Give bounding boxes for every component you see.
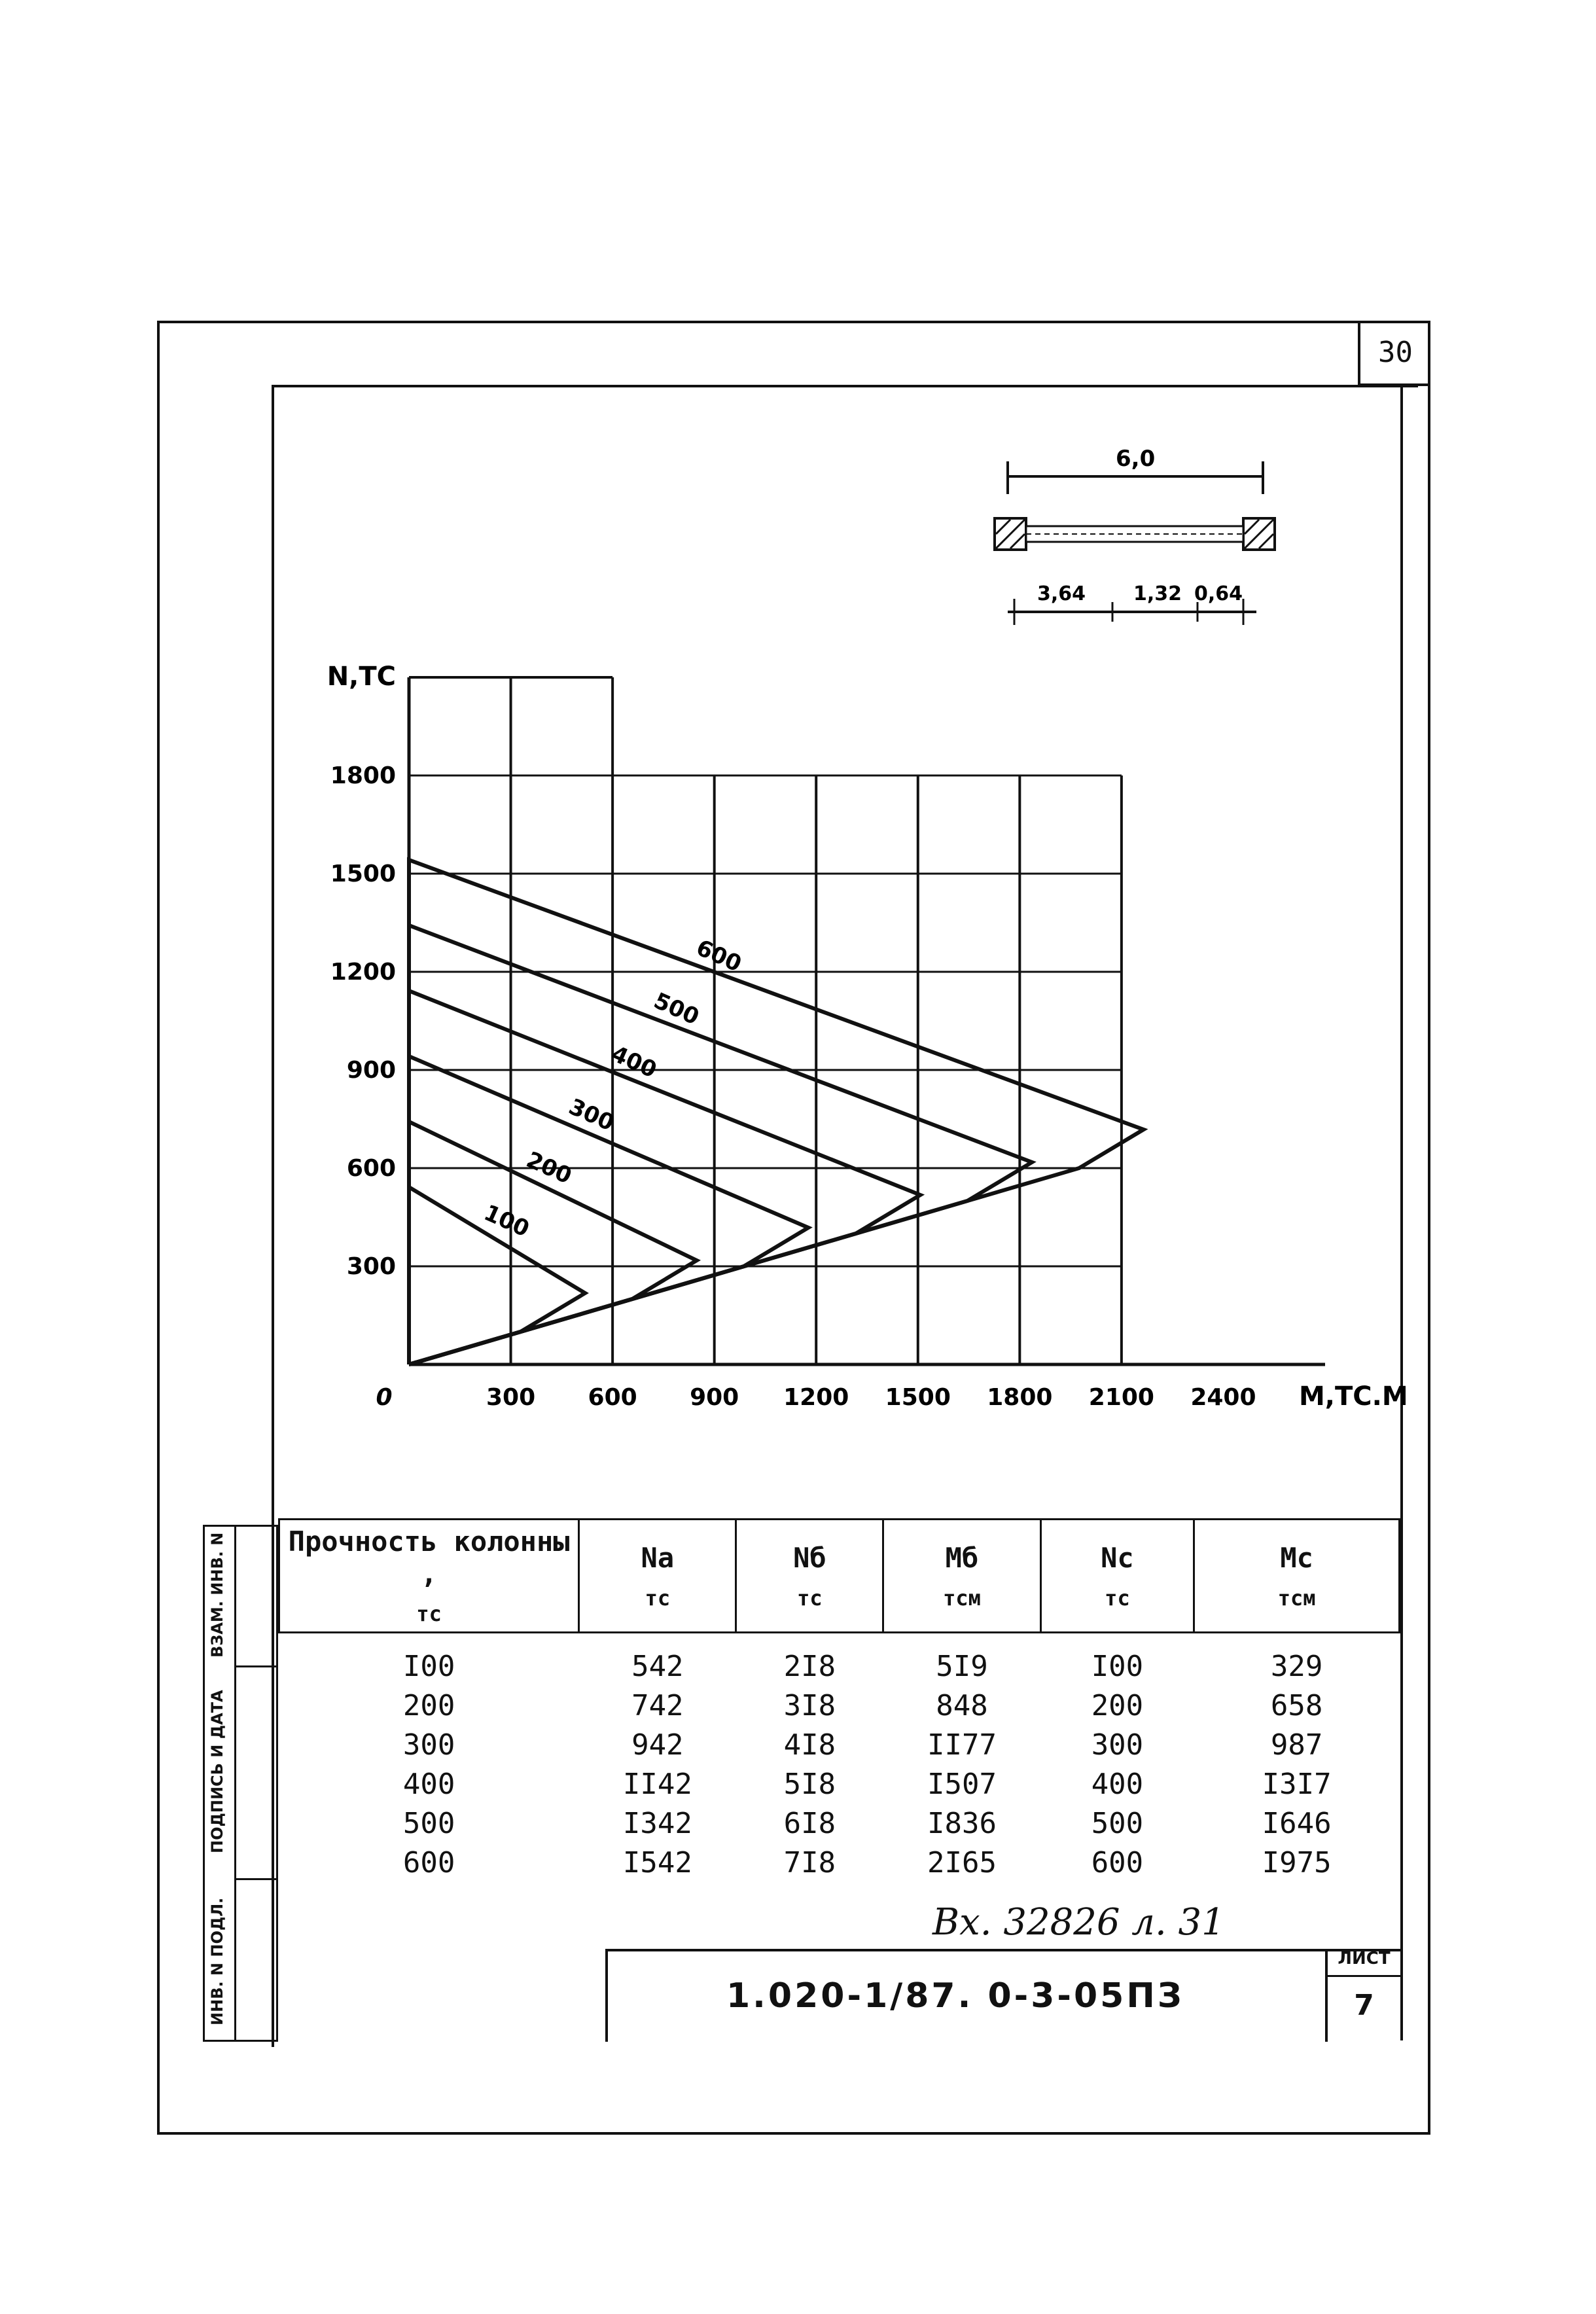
table-cell: 987	[1270, 1728, 1323, 1762]
side-row-line-2	[234, 1878, 278, 1880]
series-label-600: 600	[692, 934, 746, 978]
table-cell: I00	[402, 1649, 455, 1683]
header-nb: Nб тс	[736, 1520, 883, 1633]
series-line-300	[409, 1056, 808, 1364]
header-na: Na тс	[579, 1520, 736, 1633]
table-cell: I00	[1091, 1649, 1144, 1683]
table-cell: 600	[1091, 1845, 1144, 1879]
handwritten-note: Вх. 32826 л. 31	[932, 1901, 1225, 1944]
y-axis-label: N,TC	[327, 662, 396, 692]
y-tick-label: 600	[346, 1155, 396, 1182]
x-tick-label: 1500	[885, 1384, 951, 1411]
inner-right-border	[1400, 385, 1403, 2040]
interaction-chart	[275, 662, 1408, 1433]
x-tick-label: 600	[588, 1384, 637, 1411]
series-line-600	[409, 860, 1144, 1364]
table-cell: 200	[402, 1688, 455, 1722]
y-tick-label: 1200	[330, 959, 396, 986]
table-cell: 400	[1091, 1767, 1144, 1801]
table-cell: 4I8	[783, 1728, 836, 1762]
table-header-row	[279, 1520, 1400, 1633]
table-cell: I3I7	[1262, 1767, 1332, 1801]
chart-labels	[327, 662, 1408, 1412]
series-label-500: 500	[650, 988, 703, 1031]
table-cell: I836	[927, 1806, 997, 1840]
table-cell: 5I9	[936, 1649, 988, 1683]
series-line-500	[409, 925, 1032, 1364]
x-tick-label: 1200	[783, 1384, 849, 1411]
table-cell: 3I8	[783, 1688, 836, 1722]
header-strength: Прочность колонны , тс	[279, 1520, 579, 1633]
y-tick-label: 900	[346, 1057, 396, 1084]
series-label-400: 400	[607, 1041, 661, 1084]
sidebar-label-sign: ПОДПИСЬ И ДАТА	[208, 1690, 226, 1854]
table-cell: 6I8	[783, 1806, 836, 1840]
header-nc: Nс тс	[1040, 1520, 1194, 1633]
table-cell: II77	[927, 1728, 997, 1762]
sheet-label: ЛИСТ	[1328, 1949, 1400, 1977]
x-tick-label: 300	[486, 1384, 536, 1411]
table-row	[279, 1725, 1400, 1764]
table-row	[279, 1804, 1400, 1843]
document-code: 1.020-1/87. 0-3-05ПЗ	[726, 1976, 1184, 2016]
table-cell: 2I65	[927, 1845, 997, 1879]
table-body	[279, 1633, 1400, 1883]
table-cell: 600	[402, 1845, 455, 1879]
dim-2: 1,32	[1133, 582, 1182, 605]
table-cell: 500	[1091, 1806, 1144, 1840]
sheet-box	[1325, 1949, 1400, 2042]
dim-1: 3,64	[1037, 582, 1086, 605]
data-table	[278, 1518, 1400, 1882]
x-axis-label: M,TC.M	[1299, 1381, 1408, 1412]
table-cell: I507	[927, 1767, 997, 1801]
header-mc: Mс тсм	[1194, 1520, 1400, 1633]
table-row	[279, 1686, 1400, 1725]
table-row	[279, 1764, 1400, 1804]
table-row	[279, 1633, 1400, 1686]
sidebar-label-replace: ВЗАМ. ИНВ. N	[208, 1532, 226, 1658]
table-cell: 5I8	[783, 1767, 836, 1801]
table-row	[279, 1843, 1400, 1882]
table-cell: 848	[936, 1688, 988, 1722]
sidebar-label-inv: ИНВ. N ПОДЛ.	[208, 1897, 226, 2026]
series-label-200: 200	[522, 1147, 576, 1190]
table-cell: 300	[1091, 1728, 1144, 1762]
table-cell: 658	[1270, 1688, 1323, 1722]
sheet-number: 7	[1354, 1989, 1374, 2022]
series-label-300: 300	[565, 1094, 618, 1137]
table-cell: 500	[402, 1806, 455, 1840]
x-tick-label: 900	[690, 1384, 739, 1411]
table-cell: 7I8	[783, 1845, 836, 1879]
chart-grid	[409, 677, 1325, 1364]
wall-section-diagram	[982, 445, 1309, 654]
side-row-line-1	[234, 1665, 278, 1667]
table-cell: 300	[402, 1728, 455, 1762]
page-number: 30	[1358, 321, 1430, 386]
table-cell: I975	[1262, 1845, 1332, 1879]
table-cell: 329	[1270, 1649, 1323, 1683]
table-cell: 200	[1091, 1688, 1144, 1722]
x-tick-label: 2100	[1088, 1384, 1154, 1411]
origin-label: 0	[376, 1384, 393, 1411]
dim-3: 0,64	[1194, 582, 1243, 605]
table-cell: I542	[622, 1845, 692, 1879]
table-cell: I342	[622, 1806, 692, 1840]
table-cell: 742	[631, 1688, 684, 1722]
side-divider	[234, 1525, 236, 2042]
header-mb: Mб тсм	[883, 1520, 1040, 1633]
table-cell: 2I8	[783, 1649, 836, 1683]
top-dimension: 6,0	[1116, 446, 1156, 472]
table-cell: 542	[631, 1649, 684, 1683]
y-tick-label: 300	[346, 1253, 396, 1280]
table-cell: 400	[402, 1767, 455, 1801]
y-tick-label: 1500	[330, 861, 396, 887]
y-tick-label: 1800	[330, 762, 396, 789]
x-tick-label: 1800	[987, 1384, 1053, 1411]
table-cell: I646	[1262, 1806, 1332, 1840]
table-cell: II42	[622, 1767, 692, 1801]
chart-series	[409, 860, 1144, 1364]
table-cell: 942	[631, 1728, 684, 1762]
series-line-400	[409, 991, 920, 1364]
series-label-100: 100	[480, 1200, 533, 1243]
x-tick-label: 2400	[1190, 1384, 1256, 1411]
